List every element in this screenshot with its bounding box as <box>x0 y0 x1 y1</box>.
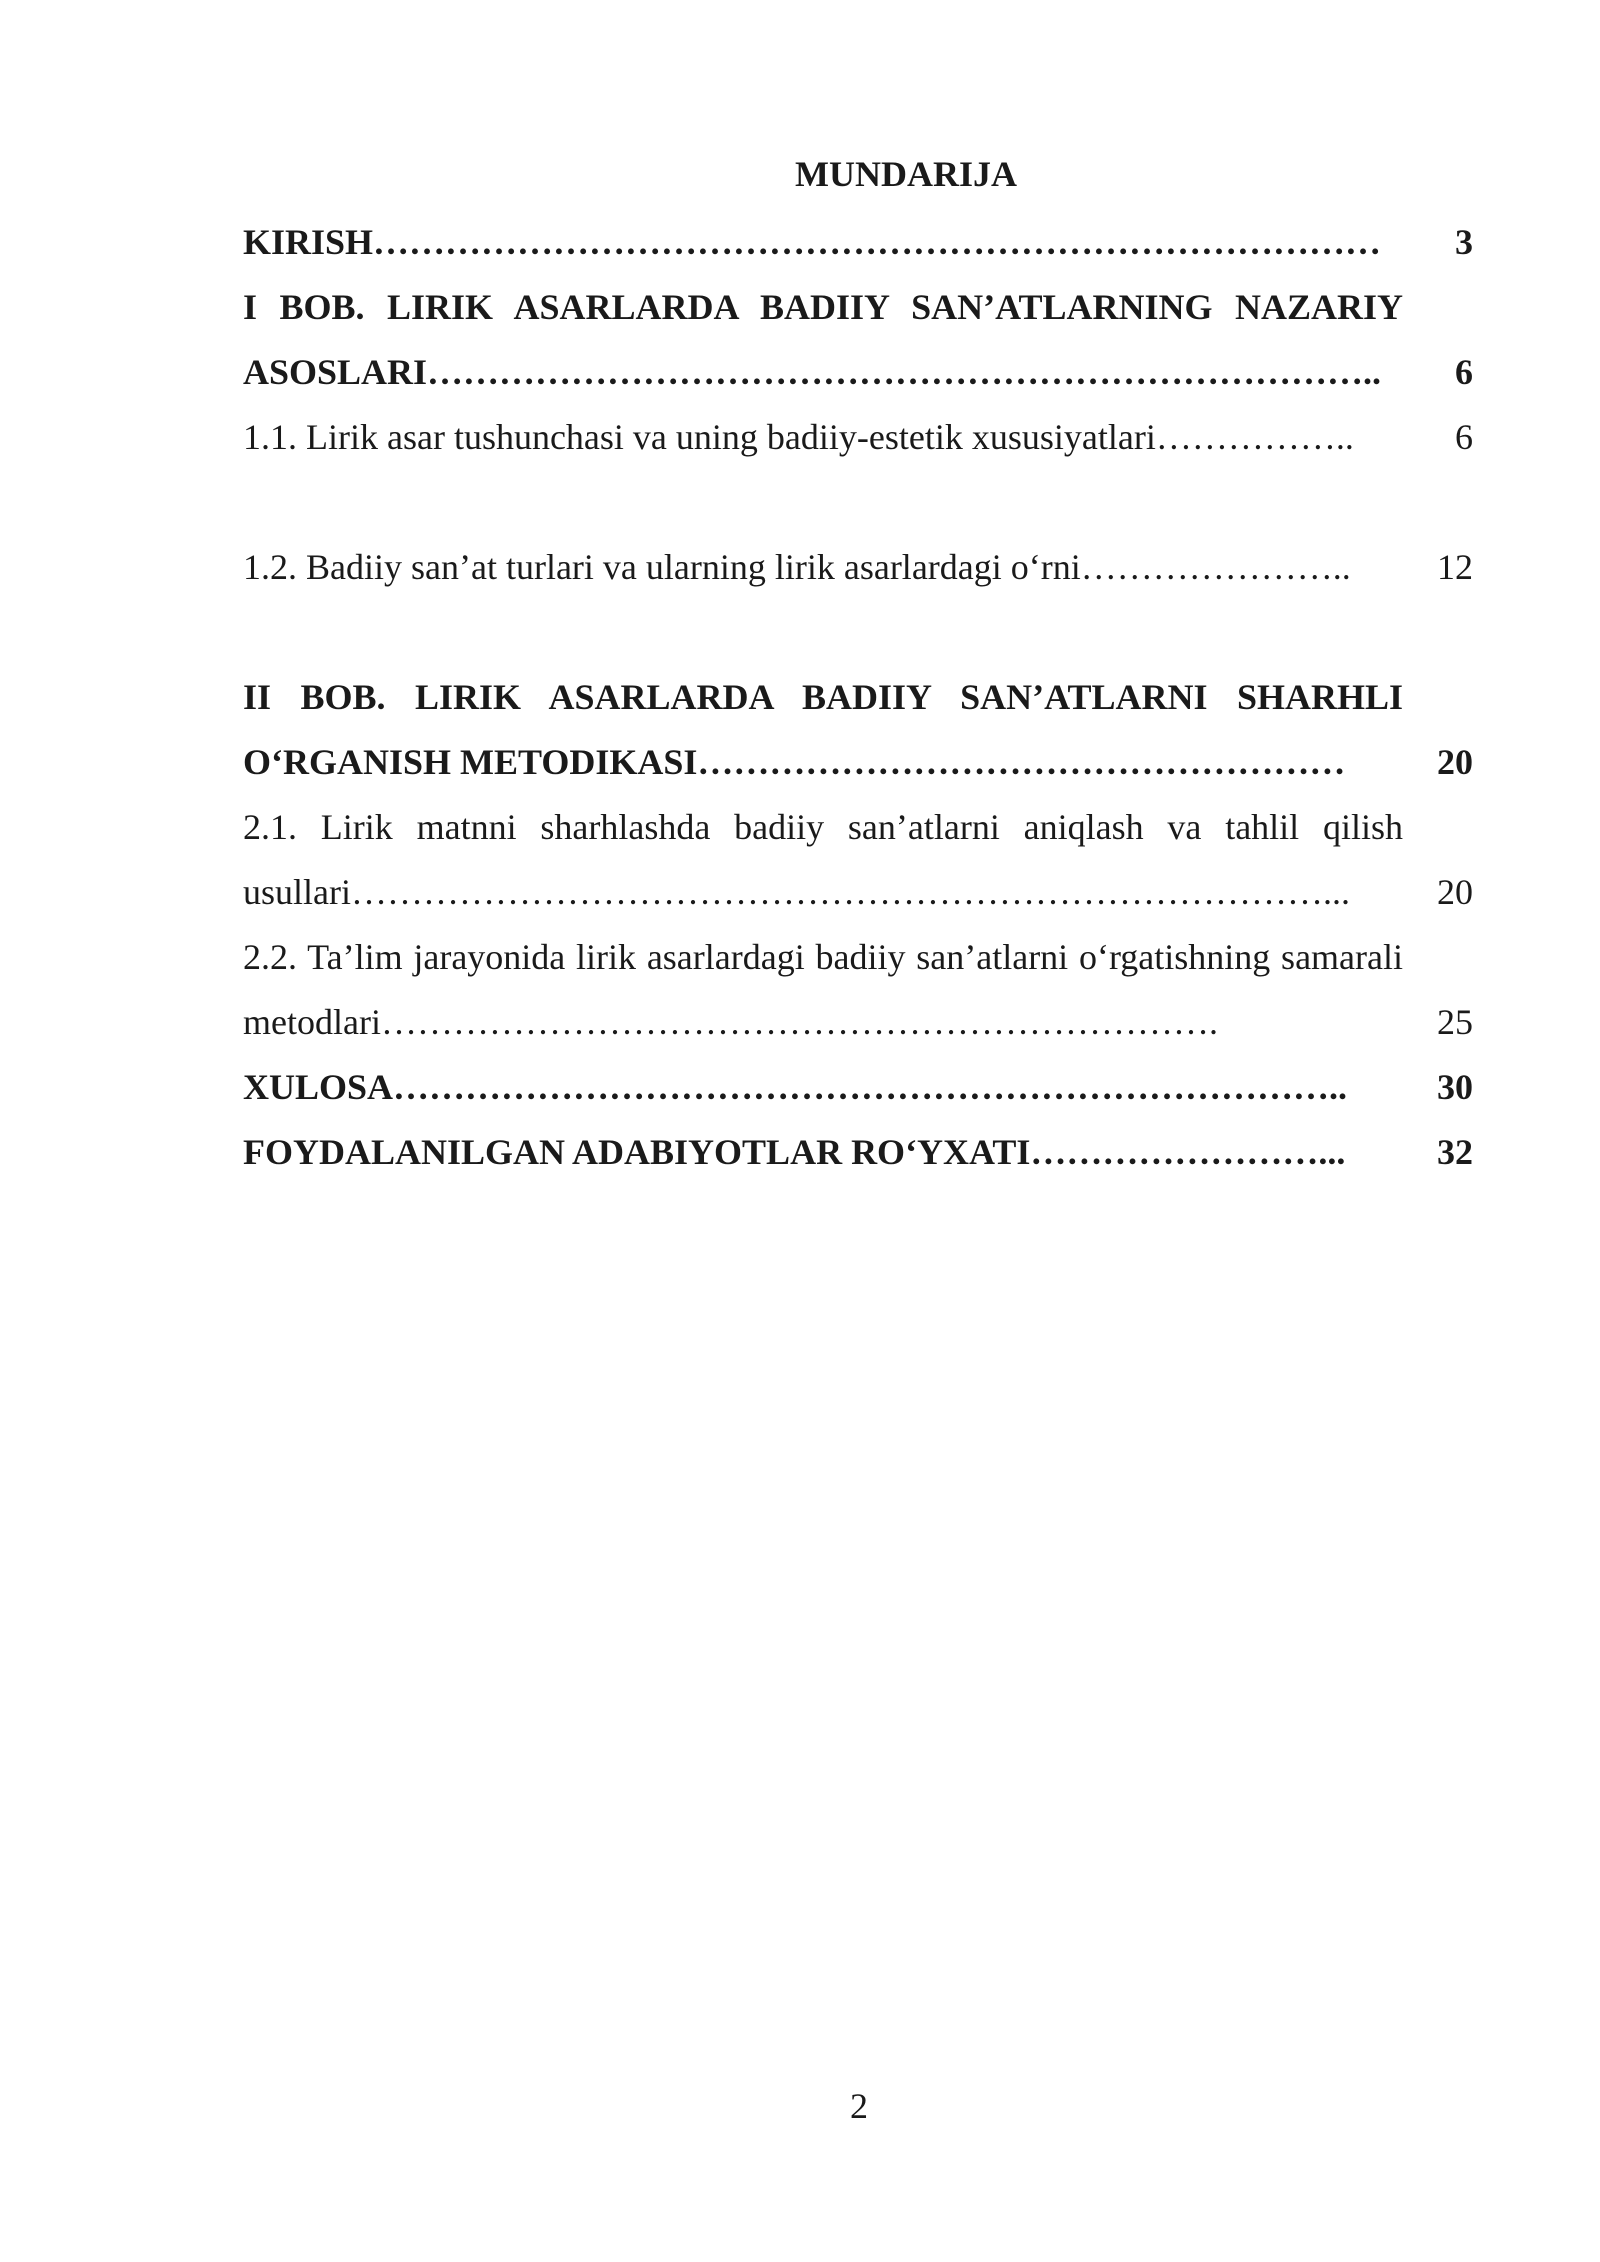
table-of-contents <box>243 210 1473 1185</box>
toc-entry-page: 20 <box>1437 872 1473 912</box>
toc-entry-section-1-2[interactable] <box>243 535 1473 665</box>
toc-entry-text: 1.1. Lirik asar tushunchasi va uning badiiy-estetik xususiyatlari…………….. <box>243 417 1354 457</box>
toc-entry-kirish[interactable] <box>243 210 1473 275</box>
toc-entry-text: 2.1. Lirik matnni sharhlashda badiiy san’atlarni aniqlash va tahlil qilish usullari………………………………………………………………………... <box>243 807 1403 912</box>
toc-entry-page: 3 <box>1455 222 1473 262</box>
toc-entry-text: I BOB. LIRIK ASARLARDA BADIIY SAN’ATLARNING NAZARIY ASOSLARI…………………………………………………………………….. <box>243 287 1403 392</box>
toc-entry-section-2-2[interactable] <box>243 925 1473 1055</box>
toc-entry-section-2-1[interactable] <box>243 795 1473 925</box>
toc-entry-section-1-1[interactable] <box>243 405 1473 535</box>
toc-entry-chapter-1[interactable] <box>243 275 1473 405</box>
toc-entry-text: 2.2. Ta’lim jarayonida lirik asarlardagi badiiy san’atlarni o‘rgatishning samarali metodlari……………………………………………………………. <box>243 937 1403 1042</box>
toc-title: MUNDARIJA <box>795 154 1017 194</box>
toc-entry-text: KIRISH………………………………………………………………………… <box>243 222 1382 262</box>
toc-entry-chapter-2[interactable] <box>243 665 1473 795</box>
toc-entry-page: 20 <box>1437 742 1473 782</box>
toc-entry-references[interactable] <box>243 1120 1473 1185</box>
toc-entry-page: 6 <box>1455 352 1473 392</box>
toc-entry-text: XULOSA…………………………………………………………………….. <box>243 1067 1348 1107</box>
toc-entry-xulosa[interactable] <box>243 1055 1473 1120</box>
toc-entry-text: II BOB. LIRIK ASARLARDA BADIIY SAN’ATLARNI SHARHLI O‘RGANISH METODIKASI……………………………………………… <box>243 677 1403 782</box>
toc-entry-text: FOYDALANILGAN ADABIYOTLAR RO‘YXATI……………………... <box>243 1132 1346 1172</box>
toc-entry-page: 6 <box>1455 417 1473 457</box>
toc-entry-page: 25 <box>1437 1002 1473 1042</box>
toc-entry-page: 30 <box>1437 1067 1473 1107</box>
page-number: 2 <box>850 2086 868 2126</box>
toc-entry-page: 32 <box>1437 1132 1473 1172</box>
toc-entry-page: 12 <box>1437 547 1473 587</box>
toc-entry-text: 1.2. Badiiy san’at turlari va ularning lirik asarlardagi o‘rni………………….. <box>243 547 1351 587</box>
